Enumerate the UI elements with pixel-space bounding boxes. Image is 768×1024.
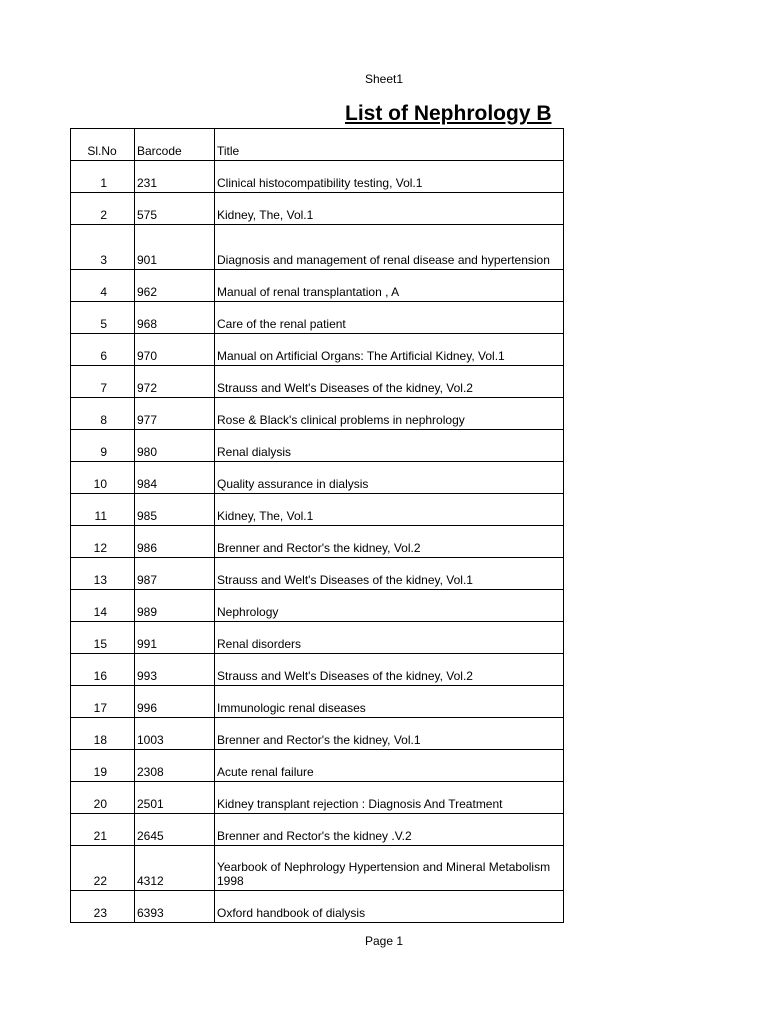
cell-title: Immunologic renal diseases bbox=[215, 686, 564, 718]
cell-barcode: 4312 bbox=[135, 846, 215, 891]
cell-title: Nephrology bbox=[215, 590, 564, 622]
table-row bbox=[71, 398, 564, 430]
cell-barcode: 980 bbox=[135, 430, 215, 462]
table-row bbox=[71, 891, 564, 923]
books-table bbox=[70, 128, 564, 923]
cell-barcode: 984 bbox=[135, 462, 215, 494]
cell-slno: 19 bbox=[71, 750, 135, 782]
cell-slno: 4 bbox=[71, 270, 135, 302]
cell-barcode: 575 bbox=[135, 193, 215, 225]
cell-slno: 8 bbox=[71, 398, 135, 430]
cell-title: Strauss and Welt's Diseases of the kidney, Vol.1 bbox=[215, 558, 564, 590]
table-row bbox=[71, 270, 564, 302]
table-row bbox=[71, 782, 564, 814]
cell-barcode: 901 bbox=[135, 225, 215, 270]
cell-barcode: 962 bbox=[135, 270, 215, 302]
cell-slno: 10 bbox=[71, 462, 135, 494]
cell-barcode: 986 bbox=[135, 526, 215, 558]
column-header-slno: Sl.No bbox=[71, 129, 135, 161]
cell-slno: 23 bbox=[71, 891, 135, 923]
cell-slno: 9 bbox=[71, 430, 135, 462]
cell-title: Quality assurance in dialysis bbox=[215, 462, 564, 494]
cell-barcode: 993 bbox=[135, 654, 215, 686]
table-row bbox=[71, 846, 564, 891]
cell-barcode: 989 bbox=[135, 590, 215, 622]
cell-title: Brenner and Rector's the kidney, Vol.1 bbox=[215, 718, 564, 750]
cell-title: Manual of renal transplantation , A bbox=[215, 270, 564, 302]
cell-title: Renal disorders bbox=[215, 622, 564, 654]
table-row bbox=[71, 590, 564, 622]
cell-slno: 15 bbox=[71, 622, 135, 654]
cell-slno: 17 bbox=[71, 686, 135, 718]
cell-barcode: 972 bbox=[135, 366, 215, 398]
cell-slno: 7 bbox=[71, 366, 135, 398]
cell-title: Kidney, The, Vol.1 bbox=[215, 193, 564, 225]
sheet-name: Sheet1 bbox=[364, 72, 404, 86]
books-table-body bbox=[71, 129, 564, 923]
cell-slno: 12 bbox=[71, 526, 135, 558]
cell-barcode: 2308 bbox=[135, 750, 215, 782]
table-row bbox=[71, 225, 564, 270]
column-header-barcode: Barcode bbox=[135, 129, 215, 161]
table-row bbox=[71, 430, 564, 462]
cell-slno: 11 bbox=[71, 494, 135, 526]
cell-title: Kidney, The, Vol.1 bbox=[215, 494, 564, 526]
table-row bbox=[71, 462, 564, 494]
table-row bbox=[71, 654, 564, 686]
cell-barcode: 968 bbox=[135, 302, 215, 334]
cell-barcode: 2501 bbox=[135, 782, 215, 814]
cell-barcode: 987 bbox=[135, 558, 215, 590]
table-row bbox=[71, 494, 564, 526]
table-row bbox=[71, 814, 564, 846]
table-row bbox=[71, 686, 564, 718]
cell-title: Acute renal failure bbox=[215, 750, 564, 782]
cell-slno: 6 bbox=[71, 334, 135, 366]
title-container bbox=[345, 98, 562, 130]
page-footer: Page 1 bbox=[364, 934, 404, 948]
table-row bbox=[71, 718, 564, 750]
cell-barcode: 2645 bbox=[135, 814, 215, 846]
cell-slno: 1 bbox=[71, 161, 135, 193]
cell-title: Oxford handbook of dialysis bbox=[215, 891, 564, 923]
table-row bbox=[71, 366, 564, 398]
table-row bbox=[71, 558, 564, 590]
cell-slno: 16 bbox=[71, 654, 135, 686]
table-row bbox=[71, 161, 564, 193]
cell-title: Yearbook of Nephrology Hypertension and Mineral Metabolism 1998 bbox=[215, 846, 564, 891]
table-row bbox=[71, 750, 564, 782]
cell-barcode: 970 bbox=[135, 334, 215, 366]
table-row bbox=[71, 334, 564, 366]
cell-barcode: 985 bbox=[135, 494, 215, 526]
cell-slno: 2 bbox=[71, 193, 135, 225]
cell-barcode: 977 bbox=[135, 398, 215, 430]
cell-barcode: 1003 bbox=[135, 718, 215, 750]
cell-title: Brenner and Rector's the kidney, Vol.2 bbox=[215, 526, 564, 558]
cell-slno: 18 bbox=[71, 718, 135, 750]
cell-slno: 5 bbox=[71, 302, 135, 334]
cell-title: Rose & Black's clinical problems in nephrology bbox=[215, 398, 564, 430]
table-row bbox=[71, 193, 564, 225]
cell-barcode: 6393 bbox=[135, 891, 215, 923]
cell-title: Strauss and Welt's Diseases of the kidney, Vol.2 bbox=[215, 366, 564, 398]
cell-title: Clinical histocompatibility testing, Vol.1 bbox=[215, 161, 564, 193]
cell-title: Brenner and Rector's the kidney .V.2 bbox=[215, 814, 564, 846]
page-title: List of Nephrology B bbox=[345, 102, 552, 125]
cell-slno: 21 bbox=[71, 814, 135, 846]
table-row bbox=[71, 302, 564, 334]
cell-barcode: 231 bbox=[135, 161, 215, 193]
cell-title: Kidney transplant rejection : Diagnosis And Treatment bbox=[215, 782, 564, 814]
cell-title: Renal dialysis bbox=[215, 430, 564, 462]
cell-title: Care of the renal patient bbox=[215, 302, 564, 334]
cell-slno: 20 bbox=[71, 782, 135, 814]
cell-slno: 3 bbox=[71, 225, 135, 270]
table-row bbox=[71, 526, 564, 558]
cell-title: Strauss and Welt's Diseases of the kidney, Vol.2 bbox=[215, 654, 564, 686]
cell-slno: 22 bbox=[71, 846, 135, 891]
cell-slno: 14 bbox=[71, 590, 135, 622]
cell-barcode: 996 bbox=[135, 686, 215, 718]
cell-title: Diagnosis and management of renal disease and hypertension bbox=[215, 225, 564, 270]
table-header-row bbox=[71, 129, 564, 161]
column-header-title: Title bbox=[215, 129, 564, 161]
cell-barcode: 991 bbox=[135, 622, 215, 654]
cell-title: Manual on Artificial Organs: The Artificial Kidney, Vol.1 bbox=[215, 334, 564, 366]
cell-slno: 13 bbox=[71, 558, 135, 590]
table-row bbox=[71, 622, 564, 654]
